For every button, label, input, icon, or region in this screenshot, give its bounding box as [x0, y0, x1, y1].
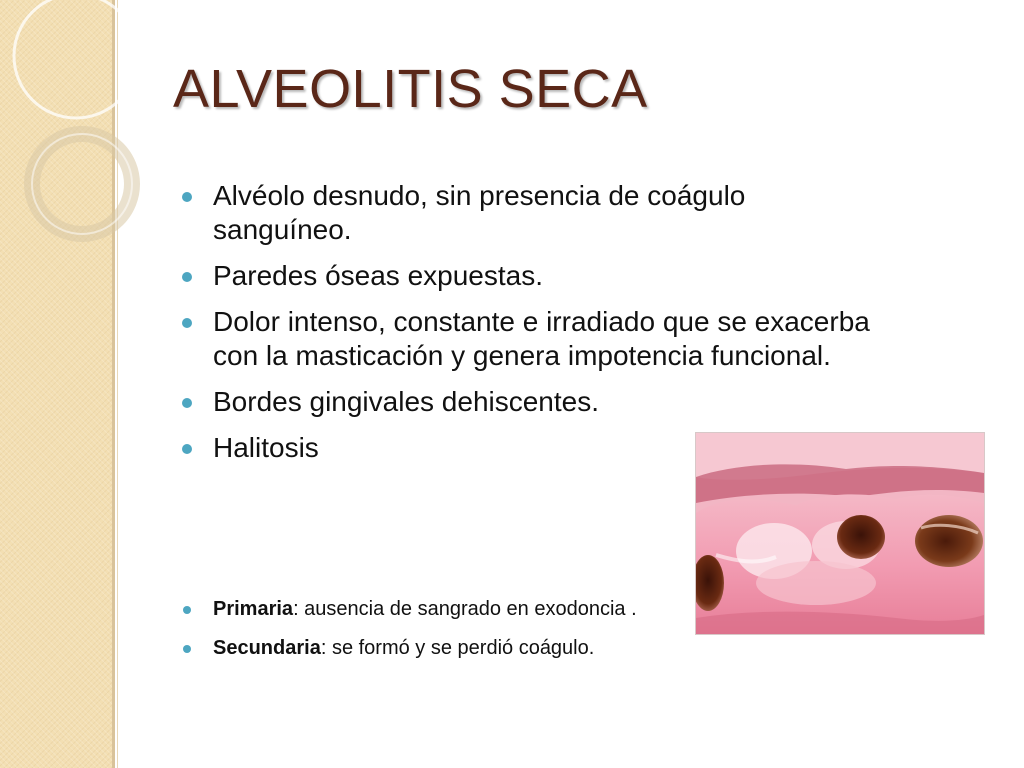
list-item — [180, 596, 720, 623]
bullet-text: Bordes gingivales dehiscentes. — [213, 386, 600, 417]
list-item — [180, 385, 880, 419]
bullet-dot-icon — [182, 318, 192, 328]
slide-title: ALVEOLITIS SECA — [173, 59, 648, 119]
term-description: : ausencia de sangrado en exodoncia . — [293, 598, 637, 620]
decorative-rings — [0, 0, 160, 260]
bullet-text: Paredes óseas expuestas. — [213, 260, 543, 291]
term-label: Secundaria — [213, 637, 321, 659]
bullet-text: Dolor intenso, constante e irradiado que se exacerba con la masticación y genera impotencia funcional. — [213, 306, 870, 371]
bullet-dot-icon — [182, 192, 192, 202]
term-description: : se formó y se perdió coágulo. — [320, 637, 595, 659]
list-item — [180, 259, 880, 293]
list-item — [180, 179, 880, 247]
classification-list — [180, 596, 720, 674]
bullet-text: Alvéolo desnudo, sin presencia de coágulo sanguíneo. — [213, 180, 746, 245]
bullet-text: Halitosis — [213, 432, 319, 463]
bullet-dot-icon — [182, 398, 192, 408]
clinical-photo — [695, 432, 985, 635]
list-item — [180, 305, 880, 373]
bullet-dot-icon — [182, 272, 192, 282]
bullet-dot-icon — [183, 606, 191, 614]
term-label: Primaria — [213, 598, 294, 620]
dry-socket-illustration — [696, 433, 984, 634]
bullet-dot-icon — [182, 444, 192, 454]
bullet-dot-icon — [183, 645, 191, 653]
list-item — [180, 635, 720, 662]
